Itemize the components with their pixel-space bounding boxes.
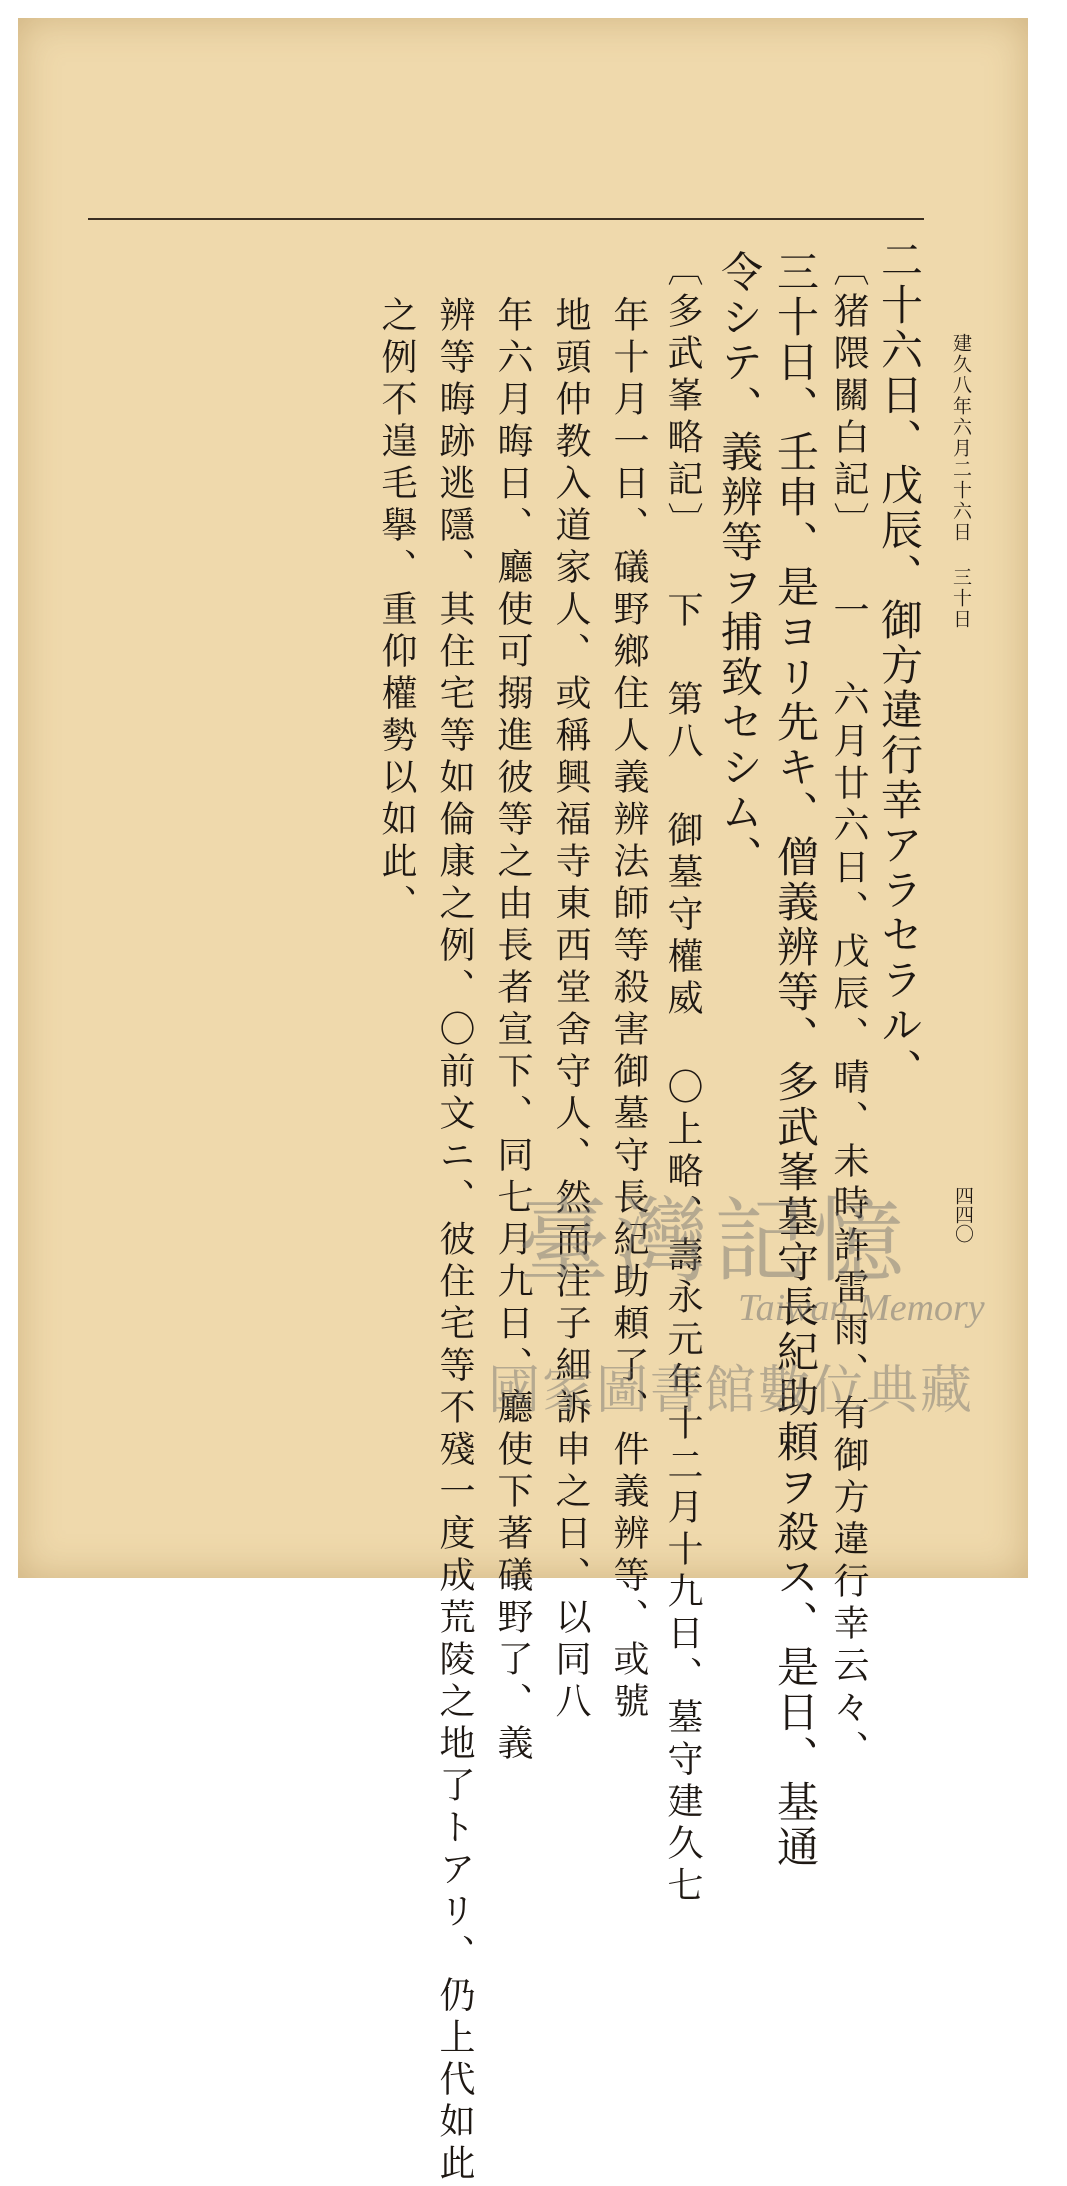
- text-column: 〔多武峯略記〕 下 第八 御墓守權威 〇上略、壽永元年十二月十九日、墓守建久七: [662, 250, 703, 1908]
- text-column: 年六月晦日、廳使可搦進彼等之由長者宣下、同七月九日、廳使下著礒野了、義: [492, 296, 533, 1766]
- text-column: 三十日、壬申、是ヨリ先キ、僧義辨等、多武峯墓守長紀助頼ヲ殺ス、是日、基通: [771, 250, 820, 1870]
- watermark-english: Taiwan Memory: [738, 1287, 985, 1329]
- running-head: 建久八年六月二十六日 三十日: [950, 333, 972, 630]
- text-column: 之例不遑毛擧、重仰權勢以如此、: [376, 296, 417, 926]
- book-page: [18, 18, 1028, 2186]
- library-watermark: [488, 1168, 1008, 1438]
- watermark-logo-text: 臺灣記憶: [518, 1188, 911, 1295]
- text-column: 二十六日、戊辰、御方違行幸アラセラル、: [875, 238, 924, 1093]
- text-column: 辨等晦跡逃隱、其住宅等如倫康之例、〇前文ニ、彼住宅等不殘一度成荒陵之地了トアリ、仍上代如此: [434, 296, 475, 2186]
- watermark-institution: 國家圖書館數位典藏: [488, 1361, 975, 1421]
- page-number: 四四〇: [952, 1186, 974, 1243]
- text-column: 〔猪隈關白記〕 一 六月廿六日、戊辰、晴、未時許雷雨、有御方違行幸云々、: [828, 250, 869, 1772]
- text-column: 年十月一日、礒野鄉住人義辨法師等殺害御墓守長紀助頼了、件義辨等、或號: [608, 296, 649, 1724]
- header-rule: [88, 218, 924, 220]
- text-column: 地頭仲教入道家人、或稱興福寺東西堂舍守人、然而注子細訴申之日、以同八: [550, 296, 591, 1724]
- text-column: 令シテ、義辨等ヲ捕致セシム、: [715, 250, 764, 880]
